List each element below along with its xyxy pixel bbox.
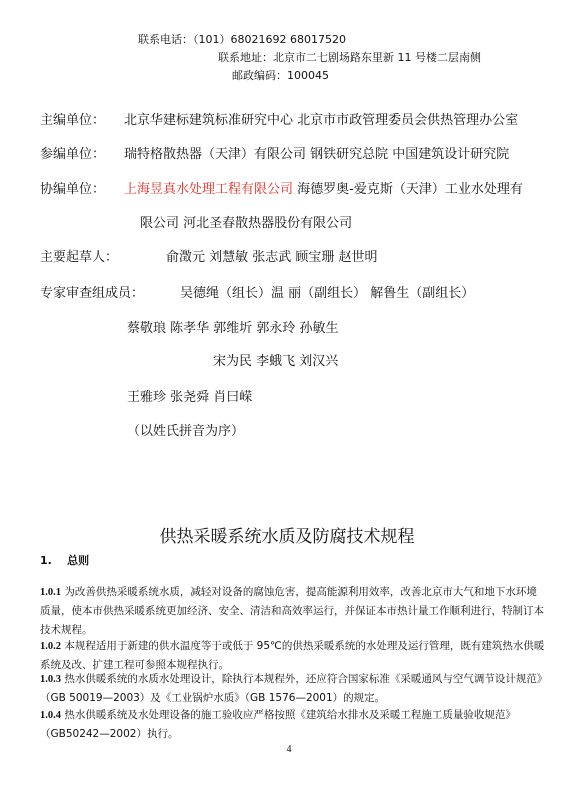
clause-1-0-3 bbox=[40, 670, 545, 708]
assistants-value-line2: 限公司 河北圣春散热器股份有限公司 bbox=[140, 216, 353, 231]
clause-1-0-4 bbox=[40, 706, 545, 744]
reviewers-note: （以姓氏拼音为序） bbox=[127, 424, 245, 439]
clause-text: 为改善供热采暖系统水质，减轻对设备的腐蚀危害，提高能源利用效率，改善北京市大气和地下水环境质量，使本市供热采暖系统更加经济、安全、清洁和高效率运行，并保证本市热计量工作顺利进行，特制订本技术规程。 bbox=[40, 586, 544, 636]
assistants-value bbox=[124, 178, 523, 197]
drafters-label: 主要起草人： bbox=[40, 250, 119, 265]
assistants-label: 协编单位： bbox=[40, 182, 106, 197]
contact-phone: 联系电话：（101）68021692 68017520 bbox=[138, 33, 346, 46]
contact-postcode: 邮政编码：100045 bbox=[232, 69, 329, 82]
reviewers-label: 专家审查组成员： bbox=[40, 286, 145, 301]
assistants-highlight: 上海昱真水处理工程有限公司 bbox=[124, 182, 294, 197]
assistants-value-rest: 海德罗奥-爱克斯（天津）工业水处理有 bbox=[293, 182, 523, 197]
clause-text: 热水供暖系统及水处理设备的施工验收应严格按照《建筑给水排水及采暖工程施工质量验收规范》（GB50242—2002）执行。 bbox=[40, 709, 516, 740]
reviewers-line2: 蔡敬琅 陈孝华 郭维圻 郭永玲 孙敏生 bbox=[127, 321, 339, 336]
chief-editors-value: 北京华建标建筑标准研究中心 北京市市政管理委员会供热管理办公室 bbox=[124, 113, 519, 128]
section-heading bbox=[40, 552, 89, 568]
clause-number: 1.0.2 bbox=[40, 641, 61, 652]
reviewers-line3: 宋为民 李蛾飞 刘汉兴 bbox=[213, 354, 339, 369]
document-title: 供热采暖系统水质及防腐技术规程 bbox=[159, 527, 415, 547]
clause-1-0-1 bbox=[40, 583, 545, 640]
page-number: 4 bbox=[286, 744, 292, 755]
section-number: 1. bbox=[40, 554, 52, 567]
participants-label: 参编单位： bbox=[40, 147, 106, 162]
reviewers-line4: 王雅珍 张尧舜 肖曰嵘 bbox=[127, 390, 253, 405]
reviewers-line1: 吴德绳（组长）温 丽（副组长） 解鲁生（副组长） bbox=[180, 286, 475, 301]
clause-number: 1.0.3 bbox=[40, 674, 61, 685]
drafters-value: 俞澂元 刘慧敏 张志武 顾宝珊 赵世明 bbox=[166, 250, 378, 265]
clause-text: 热水供暖系统的水质水处理设计，除执行本规程外，还应符合国家标准《采暖通风与空气调节设计规范》（GB 50019—2003）及《工业锅炉水质》（GB 1576—2001）的规定。 bbox=[40, 673, 543, 704]
clause-number: 1.0.4 bbox=[40, 710, 61, 721]
contact-address: 联系地址：北京市二七剧场路东里新 11 号楼二层南侧 bbox=[218, 51, 481, 64]
section-title: 总则 bbox=[67, 554, 90, 567]
clause-number: 1.0.1 bbox=[40, 587, 61, 598]
participants-value: 瑞特格散热器（天津）有限公司 钢铁研究总院 中国建筑设计研究院 bbox=[124, 147, 510, 162]
chief-editors-label: 主编单位： bbox=[40, 113, 106, 128]
clause-text: 本规程适用于新建的供水温度等于或低于 95℃的供热采暖系统的水处理及运行管理，既有建筑热水供暖系统及改、扩建工程可参照本规程执行。 bbox=[40, 640, 545, 671]
